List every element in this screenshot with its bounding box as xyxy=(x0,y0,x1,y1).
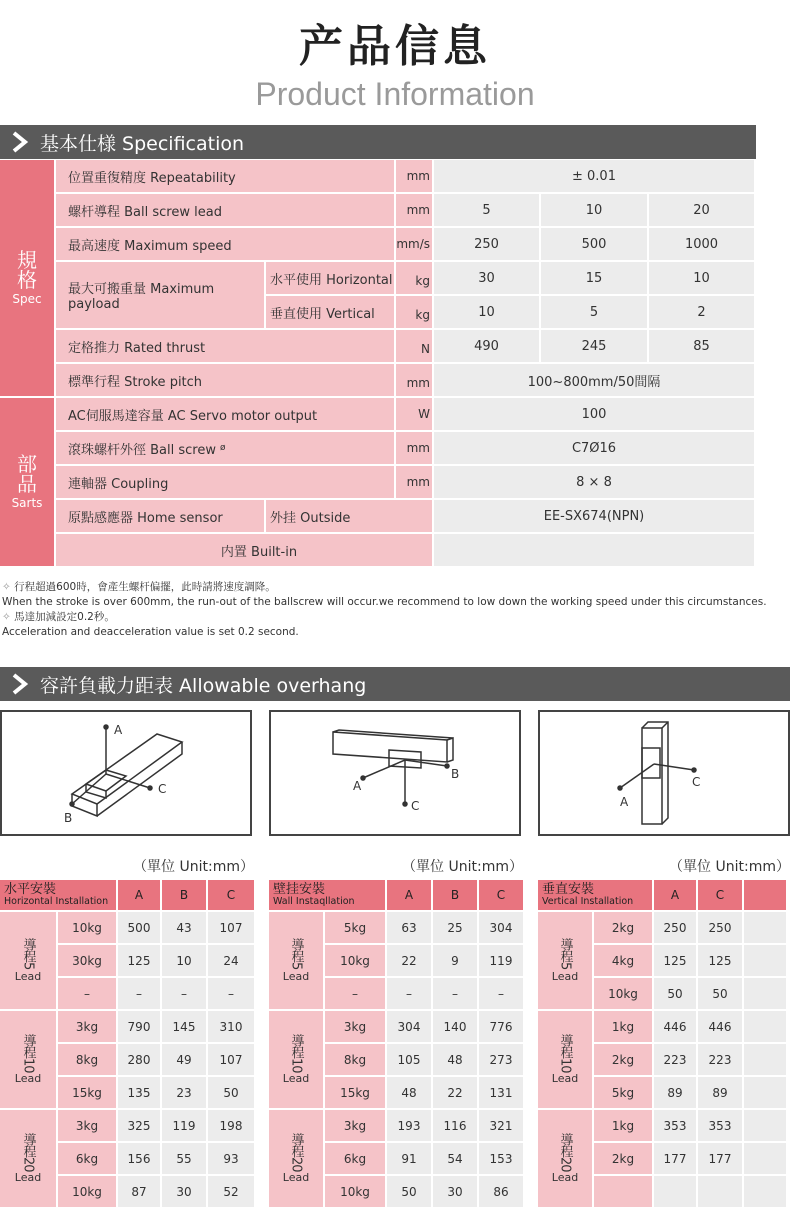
value-cell: 310 xyxy=(208,1011,256,1044)
load-cell: 5kg xyxy=(594,1077,654,1110)
value-cell xyxy=(744,1077,788,1110)
load-cell: 2kg xyxy=(594,1143,654,1176)
chevron-right-icon xyxy=(0,667,40,701)
value-cell: 52 xyxy=(208,1176,256,1209)
note-line: When the stroke is over 600mm, the run-out of the ballscrew will occur.we recommend to low down the working speed under this circumstances. xyxy=(2,596,767,608)
value-cell: 43 xyxy=(162,912,208,945)
load-cell: 2kg xyxy=(594,912,654,945)
load-cell: 3kg xyxy=(58,1011,118,1044)
payload-vertical-label: 垂直使用 Vertical xyxy=(266,296,396,330)
value-cell xyxy=(744,1176,788,1209)
column-header: B xyxy=(162,880,208,912)
payload-horizontal-value: 30 xyxy=(434,262,541,296)
value-cell: 24 xyxy=(208,945,256,978)
value-cell: 156 xyxy=(118,1143,162,1176)
lead-cn: 導程20 xyxy=(288,1132,304,1172)
load-cell: 15kg xyxy=(58,1077,118,1110)
value-cell: 145 xyxy=(162,1011,208,1044)
lead-cn: 導程10 xyxy=(288,1033,304,1073)
value-cell: 30 xyxy=(433,1176,479,1209)
value-cell: 23 xyxy=(162,1077,208,1110)
label-b: B xyxy=(451,767,460,781)
stroke-label: 標準行程 Stroke pitch xyxy=(56,364,396,398)
value-cell: – xyxy=(208,978,256,1011)
value-cell: 91 xyxy=(387,1143,433,1176)
value-cell: 446 xyxy=(698,1011,744,1044)
value-cell: 63 xyxy=(387,912,433,945)
repeatability-label: 位置重復精度 Repeatability xyxy=(56,160,396,194)
table-header-label xyxy=(538,880,654,912)
value-cell: 50 xyxy=(654,978,698,1011)
value-cell xyxy=(744,1110,788,1143)
load-cell xyxy=(594,1176,654,1209)
header-cn: 垂直安裝 xyxy=(542,882,595,897)
value-cell: 54 xyxy=(433,1143,479,1176)
label-a: A xyxy=(353,779,362,793)
value-cell: 304 xyxy=(387,1011,433,1044)
value-cell: 87 xyxy=(118,1176,162,1209)
load-cell: 3kg xyxy=(325,1011,387,1044)
page-title: 产品信息 xyxy=(299,21,491,72)
label-c: C xyxy=(158,782,167,796)
header-en: Vertical Installation xyxy=(542,896,634,907)
value-cell: – xyxy=(433,978,479,1011)
value-cell: 790 xyxy=(118,1011,162,1044)
value-cell: 89 xyxy=(698,1077,744,1110)
payload-horizontal-value: 10 xyxy=(649,262,756,296)
sensor-inside-value xyxy=(434,534,756,568)
lead-group-label xyxy=(269,1110,325,1209)
lead-en: Lead xyxy=(14,1072,42,1086)
value-cell: 177 xyxy=(698,1143,744,1176)
payload-horizontal-unit: kg xyxy=(396,262,434,296)
header-cn: 壁挂安裝 xyxy=(273,882,326,897)
lead-group-label xyxy=(0,1011,58,1110)
motor-label: AC伺服馬達容量 AC Servo motor output xyxy=(56,398,396,432)
value-cell: 223 xyxy=(698,1044,744,1077)
lead-cn: 導程5 xyxy=(288,938,304,970)
spec-section-bar xyxy=(0,125,756,159)
label-c: C xyxy=(411,799,420,813)
payload-horizontal-label: 水平使用 Horizontal xyxy=(266,262,396,296)
motor-unit: W xyxy=(396,398,434,432)
value-cell: 177 xyxy=(654,1143,698,1176)
value-cell: 353 xyxy=(698,1110,744,1143)
value-cell: 153 xyxy=(479,1143,525,1176)
sensor-inside-label: 内置 Built-in xyxy=(56,534,434,568)
value-cell: 86 xyxy=(479,1176,525,1209)
value-cell: 22 xyxy=(387,945,433,978)
value-cell: 119 xyxy=(162,1110,208,1143)
speed-unit: mm/s xyxy=(396,228,434,262)
load-cell: 10kg xyxy=(58,912,118,945)
screw-dia-unit: mm xyxy=(396,432,434,466)
coupling-value: 8 × 8 xyxy=(434,466,756,500)
overhang-section-bar xyxy=(0,667,790,701)
payload-vertical-value: 10 xyxy=(434,296,541,330)
vertical-install-diagram xyxy=(538,710,790,836)
speed-value: 250 xyxy=(434,228,541,262)
lead-cn: 導程5 xyxy=(20,938,36,970)
lead-en: Lead xyxy=(14,1171,42,1185)
value-cell: 48 xyxy=(387,1077,433,1110)
speed-value: 500 xyxy=(541,228,649,262)
lead-group-label xyxy=(0,1110,58,1209)
load-cell: 8kg xyxy=(325,1044,387,1077)
lead-cn: 導程10 xyxy=(557,1033,573,1073)
thrust-label: 定格推力 Rated thrust xyxy=(56,330,396,364)
value-cell: – xyxy=(479,978,525,1011)
note-line: ✧ 馬達加減設定0.2秒。 xyxy=(2,611,115,623)
overhang-section-title: 容許負載力距表 Allowable overhang xyxy=(40,674,367,697)
value-cell: 776 xyxy=(479,1011,525,1044)
lead-value: 5 xyxy=(434,194,541,228)
screw-dia-value: C7Ø16 xyxy=(434,432,756,466)
coupling-unit: mm xyxy=(396,466,434,500)
column-header: B xyxy=(433,880,479,912)
value-cell xyxy=(654,1176,698,1209)
lead-group-label xyxy=(269,1011,325,1110)
value-cell xyxy=(744,1143,788,1176)
load-cell: 1kg xyxy=(594,1011,654,1044)
table-header-label xyxy=(0,880,118,912)
lead-en: Lead xyxy=(551,969,579,983)
load-cell: 10kg xyxy=(594,978,654,1011)
lead-unit: mm xyxy=(396,194,434,228)
lead-cn: 導程20 xyxy=(557,1132,573,1172)
load-cell: 10kg xyxy=(325,1176,387,1209)
load-cell: 4kg xyxy=(594,945,654,978)
lead-en: Lead xyxy=(282,969,310,983)
load-cell: 15kg xyxy=(325,1077,387,1110)
value-cell: 107 xyxy=(208,1044,256,1077)
note-line: ✧ 行程超過600時，會產生螺杆偏擺，此時請將速度調降。 xyxy=(2,581,276,593)
load-cell: 5kg xyxy=(325,912,387,945)
unit-label: （單位 Unit:mm） xyxy=(669,859,790,875)
value-cell: 105 xyxy=(387,1044,433,1077)
coupling-label: 連軸器 Coupling xyxy=(56,466,396,500)
value-cell: 125 xyxy=(698,945,744,978)
value-cell: 93 xyxy=(208,1143,256,1176)
value-cell: 250 xyxy=(654,912,698,945)
screw-dia-label: 滾珠螺杆外徑 Ball screw ø xyxy=(56,432,396,466)
value-cell: 280 xyxy=(118,1044,162,1077)
column-header: A xyxy=(654,880,698,912)
lead-group-label xyxy=(0,912,58,1011)
stroke-unit: mm xyxy=(396,364,434,398)
value-cell: 119 xyxy=(479,945,525,978)
load-cell: 1kg xyxy=(594,1110,654,1143)
payload-vertical-unit: kg xyxy=(396,296,434,330)
value-cell xyxy=(698,1176,744,1209)
lead-group-label xyxy=(269,912,325,1011)
value-cell: 55 xyxy=(162,1143,208,1176)
lead-group-label xyxy=(538,1011,594,1110)
column-header: A xyxy=(387,880,433,912)
value-cell xyxy=(744,945,788,978)
lead-value: 20 xyxy=(649,194,756,228)
value-cell: 10 xyxy=(162,945,208,978)
spec-section-title: 基本仕様 Specification xyxy=(40,132,245,155)
repeatability-value: ± 0.01 xyxy=(434,160,756,194)
load-cell: 10kg xyxy=(325,945,387,978)
value-cell: – xyxy=(162,978,208,1011)
value-cell: 500 xyxy=(118,912,162,945)
unit-label: （單位 Unit:mm） xyxy=(133,859,254,875)
value-cell: – xyxy=(118,978,162,1011)
lead-group-label xyxy=(538,1110,594,1209)
chevron-right-icon xyxy=(0,125,40,159)
value-cell: 135 xyxy=(118,1077,162,1110)
thrust-value: 85 xyxy=(649,330,756,364)
lead-en: Lead xyxy=(282,1171,310,1185)
speed-label: 最高速度 Maximum speed xyxy=(56,228,396,262)
column-header: C xyxy=(698,880,744,912)
lead-cn: 導程20 xyxy=(20,1132,36,1172)
value-cell xyxy=(744,1044,788,1077)
column-header: C xyxy=(208,880,256,912)
column-header: A xyxy=(118,880,162,912)
load-cell: – xyxy=(325,978,387,1011)
bullet-icon: ✧ xyxy=(2,581,11,593)
lead-en: Lead xyxy=(551,1072,579,1086)
thrust-value: 490 xyxy=(434,330,541,364)
value-cell: – xyxy=(387,978,433,1011)
label-a: A xyxy=(114,723,123,737)
diameter-symbol: ø xyxy=(219,443,226,453)
speed-value: 1000 xyxy=(649,228,756,262)
load-cell: 30kg xyxy=(58,945,118,978)
label-a: A xyxy=(620,795,629,809)
sensor-label: 原點感應器 Home sensor xyxy=(56,500,266,534)
value-cell: 325 xyxy=(118,1110,162,1143)
value-cell: 250 xyxy=(698,912,744,945)
table-header-label xyxy=(269,880,387,912)
repeatability-unit: mm xyxy=(396,160,434,194)
lead-en: Lead xyxy=(551,1171,579,1185)
value-cell: 50 xyxy=(387,1176,433,1209)
load-cell: 2kg xyxy=(594,1044,654,1077)
spec-group-label: 規格 Spec xyxy=(0,160,56,398)
header-en: Horizontal Installation xyxy=(4,896,109,907)
value-cell: 50 xyxy=(208,1077,256,1110)
bullet-icon: ✧ xyxy=(2,611,11,623)
value-cell: 198 xyxy=(208,1110,256,1143)
value-cell: 353 xyxy=(654,1110,698,1143)
note-line: Acceleration and deacceleration value is set 0.2 second. xyxy=(2,626,299,638)
value-cell: 193 xyxy=(387,1110,433,1143)
value-cell: 223 xyxy=(654,1044,698,1077)
value-cell: 48 xyxy=(433,1044,479,1077)
stroke-value: 100~800mm/50間隔 xyxy=(434,364,756,398)
lead-cn: 導程10 xyxy=(20,1033,36,1073)
value-cell xyxy=(744,1011,788,1044)
value-cell: 304 xyxy=(479,912,525,945)
label-b: B xyxy=(64,811,73,825)
parts-group-label: 部品 Sarts xyxy=(0,398,56,568)
load-cell: 10kg xyxy=(58,1176,118,1209)
load-cell: 6kg xyxy=(58,1143,118,1176)
value-cell: 30 xyxy=(162,1176,208,1209)
value-cell: 321 xyxy=(479,1110,525,1143)
lead-group-label xyxy=(538,912,594,1011)
value-cell: 125 xyxy=(118,945,162,978)
load-cell: – xyxy=(58,978,118,1011)
value-cell: 140 xyxy=(433,1011,479,1044)
horizontal-install-diagram xyxy=(0,710,252,836)
column-header xyxy=(744,880,788,912)
value-cell: 131 xyxy=(479,1077,525,1110)
load-cell: 3kg xyxy=(58,1110,118,1143)
sensor-outside-value: EE-SX674(NPN) xyxy=(434,500,756,534)
value-cell: 50 xyxy=(698,978,744,1011)
value-cell: 49 xyxy=(162,1044,208,1077)
column-header: C xyxy=(479,880,525,912)
header-en: Wall Instaqllation xyxy=(273,896,355,907)
label-c: C xyxy=(692,775,701,789)
value-cell xyxy=(744,978,788,1011)
value-cell xyxy=(744,912,788,945)
motor-value: 100 xyxy=(434,398,756,432)
value-cell: 116 xyxy=(433,1110,479,1143)
load-cell: 8kg xyxy=(58,1044,118,1077)
lead-label: 螺杆導程 Ball screw lead xyxy=(56,194,396,228)
wall-install-diagram xyxy=(269,710,521,836)
payload-horizontal-value: 15 xyxy=(541,262,649,296)
page-subtitle: Product Information xyxy=(255,76,535,112)
thrust-value: 245 xyxy=(541,330,649,364)
lead-en: Lead xyxy=(282,1072,310,1086)
payload-label: 最大可搬重量 Maximum payload xyxy=(56,262,266,330)
load-cell: 3kg xyxy=(325,1110,387,1143)
value-cell: 25 xyxy=(433,912,479,945)
value-cell: 107 xyxy=(208,912,256,945)
value-cell: 89 xyxy=(654,1077,698,1110)
lead-cn: 導程5 xyxy=(557,938,573,970)
lead-en: Lead xyxy=(14,969,42,983)
value-cell: 22 xyxy=(433,1077,479,1110)
header-cn: 水平安裝 xyxy=(4,882,57,897)
load-cell: 6kg xyxy=(325,1143,387,1176)
payload-vertical-value: 5 xyxy=(541,296,649,330)
thrust-unit: N xyxy=(396,330,434,364)
value-cell: 9 xyxy=(433,945,479,978)
unit-label: （單位 Unit:mm） xyxy=(402,859,523,875)
value-cell: 273 xyxy=(479,1044,525,1077)
notes xyxy=(2,580,767,640)
value-cell: 125 xyxy=(654,945,698,978)
lead-value: 10 xyxy=(541,194,649,228)
sensor-outside-label: 外挂 Outside xyxy=(266,500,434,534)
payload-vertical-value: 2 xyxy=(649,296,756,330)
value-cell: 446 xyxy=(654,1011,698,1044)
